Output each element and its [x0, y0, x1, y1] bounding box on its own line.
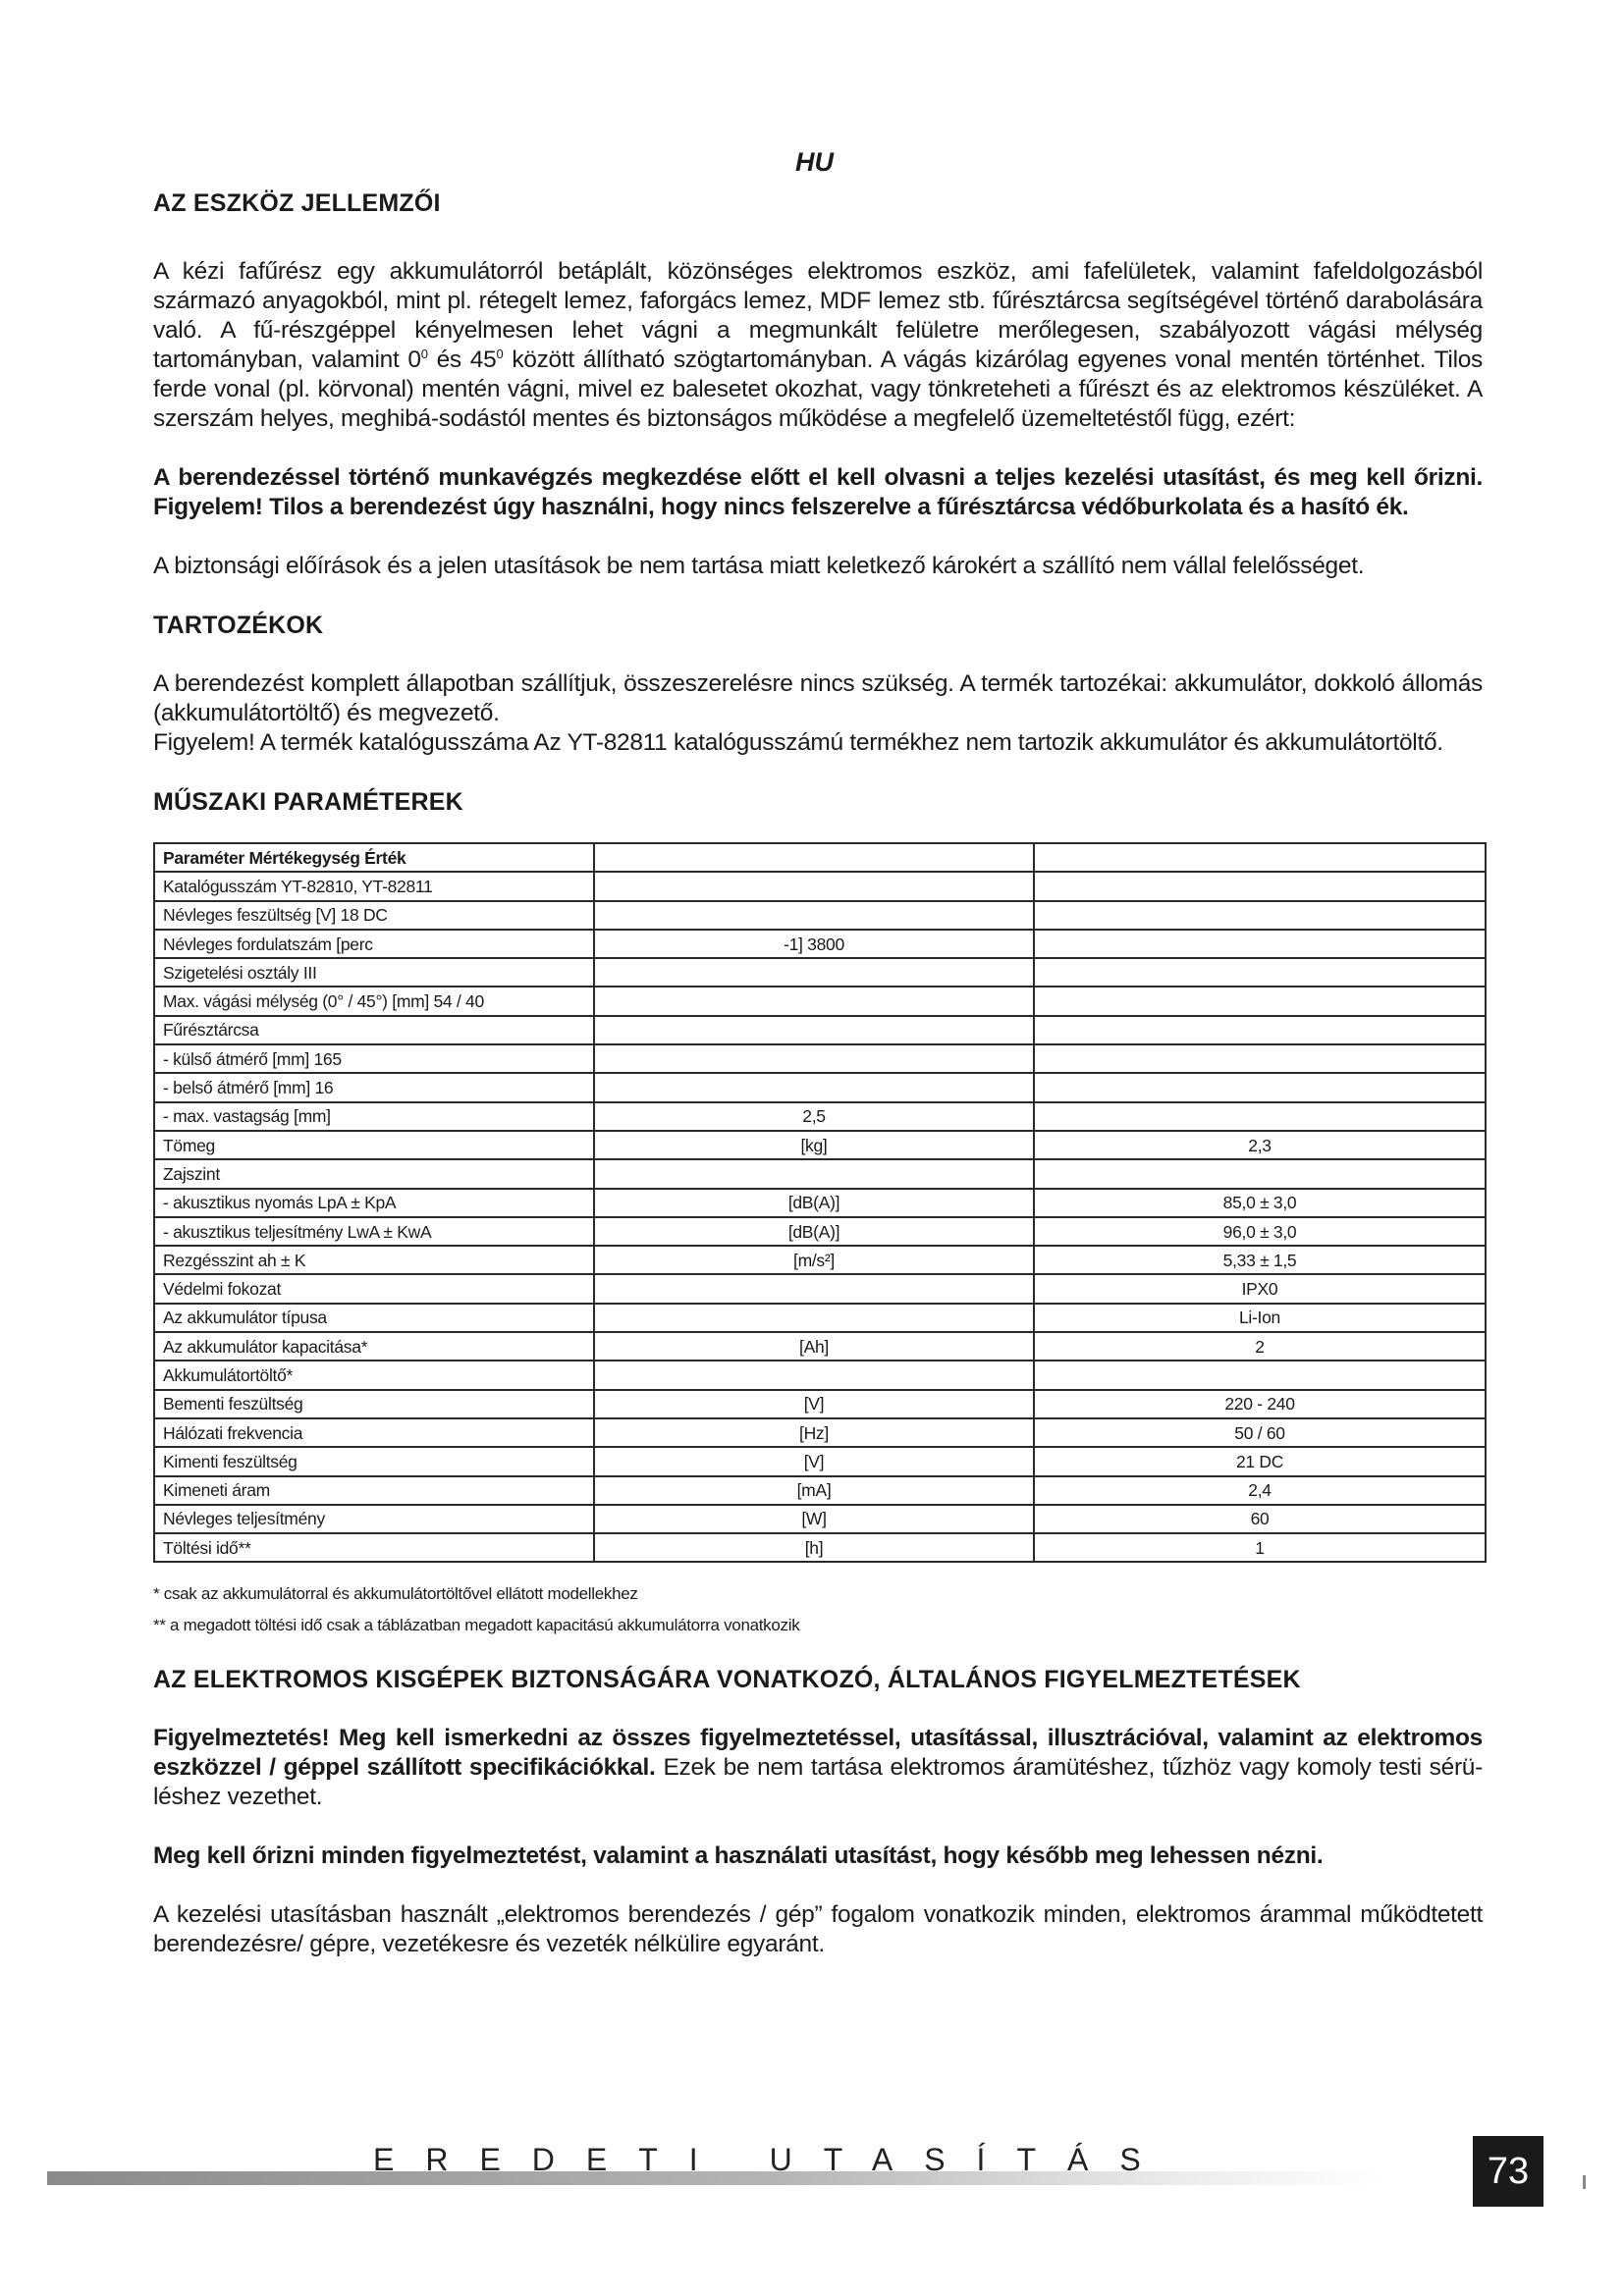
spec-table-row — [154, 958, 1486, 987]
section-title-features: AZ ESZKÖZ JELLEMZŐI — [153, 189, 441, 217]
spec-table-row — [154, 1102, 1486, 1131]
spec-cell-col1: Rezgésszint ah ± K — [154, 1246, 594, 1274]
section-title-safety: AZ ELEKTROMOS KISGÉPEK BIZTONSÁGÁRA VONATKOZÓ, ÁLTALÁNOS FIGYELMEZTETÉSEK — [153, 1666, 1301, 1694]
spec-cell-col1: - akusztikus nyomás LpA ± KpA — [154, 1189, 594, 1217]
spec-cell-col1: Kimenti feszültség — [154, 1447, 594, 1475]
spec-table-row — [154, 1476, 1486, 1505]
footer-tick-mark — [1583, 2175, 1586, 2189]
spec-table-header: Paraméter Mértékegység Érték — [154, 843, 594, 872]
language-code: HU — [795, 147, 834, 177]
spec-cell-col1: Zajszint — [154, 1159, 594, 1188]
spec-table-row — [154, 1073, 1486, 1101]
spec-cell-col2: [Hz] — [594, 1418, 1034, 1447]
features-text-b: és 45 — [427, 347, 497, 373]
spec-table-row — [154, 1390, 1486, 1418]
spec-cell-col2 — [594, 1304, 1034, 1332]
spec-cell-col3: 2 — [1034, 1332, 1486, 1361]
keep-instructions: Meg kell őrizni minden figyelmeztetést, valamint a használati utasítást, hogy később meg lehessen nézni. — [153, 1842, 1324, 1870]
spec-cell-col1: Töltési idő** — [154, 1533, 594, 1562]
spec-cell-col3: 220 - 240 — [1034, 1390, 1486, 1418]
spec-cell-col2: [dB(A)] — [594, 1217, 1034, 1246]
spec-cell-col2 — [594, 1073, 1034, 1101]
spec-cell-col3 — [1034, 872, 1486, 900]
spec-table-row — [154, 987, 1486, 1015]
spec-table-header-empty — [594, 843, 1034, 872]
spec-cell-col1: - belső átmérő [mm] 16 — [154, 1073, 594, 1101]
spec-cell-col3: 50 / 60 — [1034, 1418, 1486, 1447]
read-manual-warning: A berendezéssel történő munkavégzés megkezdése előtt el kell olvasni a teljes kezelési utasítást, és meg kell őrizni. Figyelem! Tilos a berendezést úgy használni, hogy nincs felszerelve a fűrésztárcsa védőburkolata és a hasító ék. — [153, 464, 1483, 520]
spec-table-row — [154, 1447, 1486, 1475]
spec-cell-col1: - akusztikus teljesítmény LwA ± KwA — [154, 1217, 594, 1246]
footnote-charging: ** a megadott töltési idő csak a táblázatban megadott kapacitású akkumulátorra vonatkozik — [153, 1616, 800, 1635]
spec-cell-col3 — [1034, 1073, 1486, 1101]
spec-table — [153, 842, 1487, 1563]
spec-cell-col3 — [1034, 930, 1486, 958]
definition-paragraph: A kezelési utasításban használt „elektromos berendezés / gép” fogalom vonatkozik minden, elektromos árammal működtetett berendezésre/ gépre, vezetékesre és vezeték nélkülire egyaránt. — [153, 1901, 1483, 1958]
spec-cell-col2: [Ah] — [594, 1332, 1034, 1361]
spec-table-row — [154, 1274, 1486, 1303]
page-number: 73 — [1473, 2136, 1543, 2207]
spec-table-row — [154, 1189, 1486, 1217]
spec-cell-col2: [V] — [594, 1447, 1034, 1475]
spec-cell-col3: 1 — [1034, 1533, 1486, 1562]
spec-cell-col1: Fűrésztárcsa — [154, 1016, 594, 1044]
spec-cell-col3: 60 — [1034, 1505, 1486, 1533]
spec-cell-col3: 2,3 — [1034, 1131, 1486, 1159]
spec-table-row — [154, 1217, 1486, 1246]
spec-cell-col3 — [1034, 1361, 1486, 1389]
degree-sup-2: 0 — [496, 346, 504, 361]
safety-warning-rest: Ezek be nem tartása elektromos áramütéshez, tűzhöz vagy komoly testi sérü-léshez vezethet. — [153, 1754, 1483, 1811]
spec-cell-col1: Névleges teljesítmény — [154, 1505, 594, 1533]
spec-cell-col2 — [594, 872, 1034, 900]
spec-cell-col2 — [594, 958, 1034, 987]
section-title-specs: MŰSZAKI PARAMÉTEREK — [153, 788, 463, 816]
spec-cell-col2 — [594, 1044, 1034, 1073]
spec-cell-col1: Névleges fordulatszám [perc — [154, 930, 594, 958]
spec-table-header-row — [154, 843, 1486, 872]
page-content — [153, 188, 1483, 1959]
spec-cell-col2: [kg] — [594, 1131, 1034, 1159]
spec-cell-col1: Tömeg — [154, 1131, 594, 1159]
spec-table-row — [154, 1131, 1486, 1159]
spec-cell-col3: 2,4 — [1034, 1476, 1486, 1505]
spec-cell-col2 — [594, 1159, 1034, 1188]
spec-cell-col3 — [1034, 1016, 1486, 1044]
spec-cell-col1: Névleges feszültség [V] 18 DC — [154, 901, 594, 930]
features-paragraph — [153, 257, 1483, 434]
spec-cell-col3 — [1034, 901, 1486, 930]
spec-cell-col3 — [1034, 1102, 1486, 1131]
spec-table-row — [154, 1533, 1486, 1562]
spec-table-row — [154, 901, 1486, 930]
spec-cell-col1: Az akkumulátor típusa — [154, 1304, 594, 1332]
section-title-accessories: TARTOZÉKOK — [153, 612, 324, 639]
spec-cell-col2 — [594, 901, 1034, 930]
spec-table-row — [154, 1505, 1486, 1533]
spec-cell-col2 — [594, 1016, 1034, 1044]
spec-cell-col2: [V] — [594, 1390, 1034, 1418]
spec-table-row — [154, 1159, 1486, 1188]
spec-cell-col1: Max. vágási mélység (0° / 45°) [mm] 54 / 40 — [154, 987, 594, 1015]
spec-table-row — [154, 872, 1486, 900]
spec-cell-col2: 2,5 — [594, 1102, 1034, 1131]
safety-warning — [153, 1724, 1483, 1812]
spec-cell-col2: [mA] — [594, 1476, 1034, 1505]
spec-table-row — [154, 1016, 1486, 1044]
spec-cell-col1: Szigetelési osztály III — [154, 958, 594, 987]
footer-original-instructions: EREDETI UTASÍTÁS — [373, 2142, 1172, 2177]
spec-table-header-empty — [1034, 843, 1486, 872]
features-text-c: között állítható szögtartományban. A vágás kizárólag egyenes vonal mentén történhet. Tilos ferde vonal (pl. körvonal) mentén vágni, mivel ez balesetet okozhat, vagy tönkreteheti a fűrészt és az elektromos készüléket. A szerszám helyes, meghibá-sodástól mentes és biztonságos működése a megfelelő üzemeltetéstől függ, ezért: — [153, 347, 1483, 432]
spec-table-row — [154, 1246, 1486, 1274]
spec-cell-col1: Katalógusszám YT-82810, YT-82811 — [154, 872, 594, 900]
spec-cell-col1: Védelmi fokozat — [154, 1274, 594, 1303]
spec-cell-col3 — [1034, 987, 1486, 1015]
spec-cell-col3: IPX0 — [1034, 1274, 1486, 1303]
spec-cell-col3: 5,33 ± 1,5 — [1034, 1246, 1486, 1274]
spec-cell-col2 — [594, 1274, 1034, 1303]
spec-table-row — [154, 1332, 1486, 1361]
spec-cell-col2 — [594, 987, 1034, 1015]
accessories-paragraph: A berendezést komplett állapotban szállítjuk, összeszerelésre nincs szükség. A termék tartozékai: akkumulátor, dokkoló állomás (akkumulátortöltő) és megvezető. — [153, 670, 1483, 726]
spec-table-row — [154, 1361, 1486, 1389]
safety-warning-bold: Figyelmeztetés! Meg kell ismerkedni az összes figyelmeztetéssel, utasítással, illusztrációval, valamint az elektromos eszközzel / géppel szállított specifikációkkal. — [153, 1725, 1483, 1782]
spec-cell-col1: - max. vastagság [mm] — [154, 1102, 594, 1131]
spec-cell-col3: 96,0 ± 3,0 — [1034, 1217, 1486, 1246]
spec-cell-col3: 21 DC — [1034, 1447, 1486, 1475]
spec-cell-col2: [dB(A)] — [594, 1189, 1034, 1217]
spec-cell-col3 — [1034, 958, 1486, 987]
spec-cell-col2: -1] 3800 — [594, 930, 1034, 958]
spec-cell-col1: Bementi feszültség — [154, 1390, 594, 1418]
spec-cell-col2: [h] — [594, 1533, 1034, 1562]
spec-cell-col1: Akkumulátortöltő* — [154, 1361, 594, 1389]
spec-table-row — [154, 1304, 1486, 1332]
spec-cell-col3 — [1034, 1159, 1486, 1188]
features-text-a: A kézi fafűrész egy akkumulátorról betáplált, közönséges elektromos eszköz, ami fafelületek, valamint fafeldolgozásból származó anyagokból, mint pl. rétegelt lemez, faforgács lemez, MDF lemez stb. fűrésztárcsa segítségével történő darabolására való. A fű-részgéppel kényelmesen lehet vágni a megmunkált felületre merőlegesen, szabályozott vágási mélység tartományban, valamint 0 — [153, 258, 1483, 373]
degree-sup-1: 0 — [420, 346, 428, 361]
accessories-note: Figyelem! A termék katalógusszáma Az YT-82811 katalógusszámú termékhez nem tartozik akkumulátor és akkumulátortöltő. — [153, 729, 1443, 756]
spec-cell-col1: - külső átmérő [mm] 165 — [154, 1044, 594, 1073]
spec-cell-col3: 85,0 ± 3,0 — [1034, 1189, 1486, 1217]
spec-cell-col3: Li-Ion — [1034, 1304, 1486, 1332]
spec-cell-col2: [W] — [594, 1505, 1034, 1533]
spec-cell-col3 — [1034, 1044, 1486, 1073]
spec-cell-col2 — [594, 1361, 1034, 1389]
spec-table-row — [154, 1418, 1486, 1447]
spec-cell-col1: Kimeneti áram — [154, 1476, 594, 1505]
spec-cell-col2: [m/s²] — [594, 1246, 1034, 1274]
spec-table-row — [154, 1044, 1486, 1073]
spec-table-row — [154, 930, 1486, 958]
footnote-battery: * csak az akkumulátorral és akkumulátortöltővel ellátott modellekhez — [153, 1584, 638, 1604]
spec-cell-col1: Hálózati frekvencia — [154, 1418, 594, 1447]
spec-cell-col1: Az akkumulátor kapacitása* — [154, 1332, 594, 1361]
liability-note: A biztonsági előírások és a jelen utasítások be nem tartása miatt keletkező károkért a szállító nem vállal felelősséget. — [153, 553, 1365, 579]
